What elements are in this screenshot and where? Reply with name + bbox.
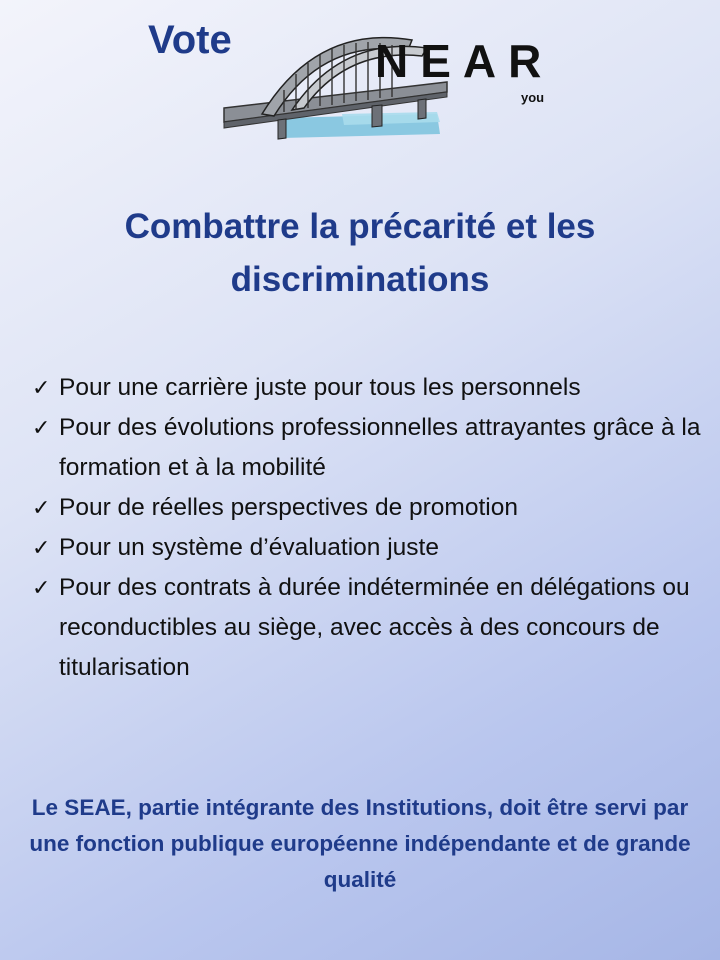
vote-label: Vote — [148, 18, 232, 62]
page-title: Combattre la précarité et les discriminations — [124, 207, 596, 299]
list-item-text: Pour des contrats à durée indéterminée en délégations ou reconductibles au siège, avec accès à des concours de titularisation — [59, 574, 690, 681]
check-icon: ✓ — [32, 375, 51, 400]
closing-statement: Le SEAE, partie intégrante des Institutions, doit être servi par une fonction publique européenne indépendante et de grande qualité — [29, 795, 691, 892]
goals-list — [32, 368, 702, 688]
check-icon: ✓ — [32, 535, 51, 560]
brand-name: NEAR — [375, 35, 554, 87]
list-item-text: Pour des évolutions professionnelles attrayantes grâce à la formation et à la mobilité — [59, 414, 701, 481]
list-item-text: Pour un système d’évaluation juste — [59, 534, 439, 561]
list-item — [32, 568, 702, 688]
list-item — [32, 368, 702, 408]
list-item — [32, 408, 702, 488]
check-icon: ✓ — [32, 495, 51, 520]
list-item-text: Pour une carrière juste pour tous les personnels — [59, 374, 581, 401]
check-icon: ✓ — [32, 575, 51, 600]
list-item — [32, 488, 702, 528]
check-icon: ✓ — [32, 415, 51, 440]
list-item — [32, 528, 702, 568]
list-item-text: Pour de réelles perspectives de promotion — [59, 494, 518, 521]
brand-sub: you — [521, 90, 545, 105]
